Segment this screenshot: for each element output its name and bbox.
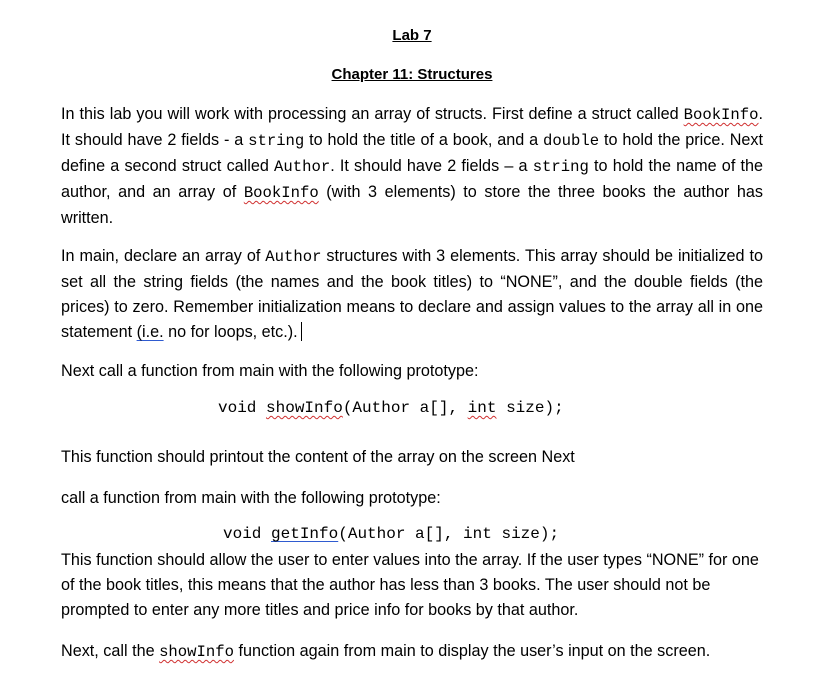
paragraph-showinfo-description: This function should printout the content of the array on the screen Next [61, 448, 575, 466]
prototype-showinfo: void showInfo(Author a[], int size); [218, 399, 564, 417]
code-author: Author [265, 248, 322, 266]
ie-abbreviation: (i.e. [136, 323, 164, 341]
code-string: string [248, 132, 305, 150]
code-bookinfo: BookInfo [683, 106, 759, 124]
code-showinfo: showInfo [159, 643, 234, 661]
paragraph-call-showinfo: Next call a function from main with the following prototype: [61, 362, 479, 380]
lab-title: Lab 7 [392, 27, 432, 44]
keyword-int: int [467, 399, 497, 417]
paragraph-main-initialization: In main, declare an array of Author structures with 3 elements. This array should be initialized to set all the string fields (the names and the book titles) to “NONE”, and the double fields (the prices) to zero. Remember initialization means to declare and assign values to the array all in one statement (i.e. no for loops, etc.). [61, 247, 764, 341]
paragraph-getinfo-description: This function should allow the user to enter values into the array. If the user types “NONE” for one of the book titles, this means that the author has less than 3 books. The user should not be prompted to enter any more titles and price info for books by that author. [61, 551, 759, 619]
function-name-getinfo: getInfo [271, 525, 339, 543]
function-name-showinfo: showInfo [266, 399, 343, 417]
paragraph-call-getinfo: call a function from main with the following prototype: [61, 489, 441, 507]
paragraph-struct-definitions: In this lab you will work with processing an array of structs. First define a struct called BookInfo. It should have 2 fields - a string to hold the title of a book, and a double to hold the price. Next define a second struct called Author. It should have 2 fields – a string to hold the name of the author, and an array of BookInfo (with 3 elements) to store the three books the author has written. [61, 105, 763, 227]
text-cursor [301, 322, 302, 341]
chapter-title: Chapter 11: Structures [331, 66, 493, 83]
code-string: string [532, 158, 589, 176]
prototype-getinfo: void getInfo(Author a[], int size); [223, 525, 560, 543]
code-author: Author [274, 158, 331, 176]
code-double: double [542, 132, 600, 150]
code-bookinfo: BookInfo [243, 184, 319, 202]
paragraph-final-showinfo: Next, call the showInfo function again from main to display the user’s input on the screen. [61, 642, 711, 661]
